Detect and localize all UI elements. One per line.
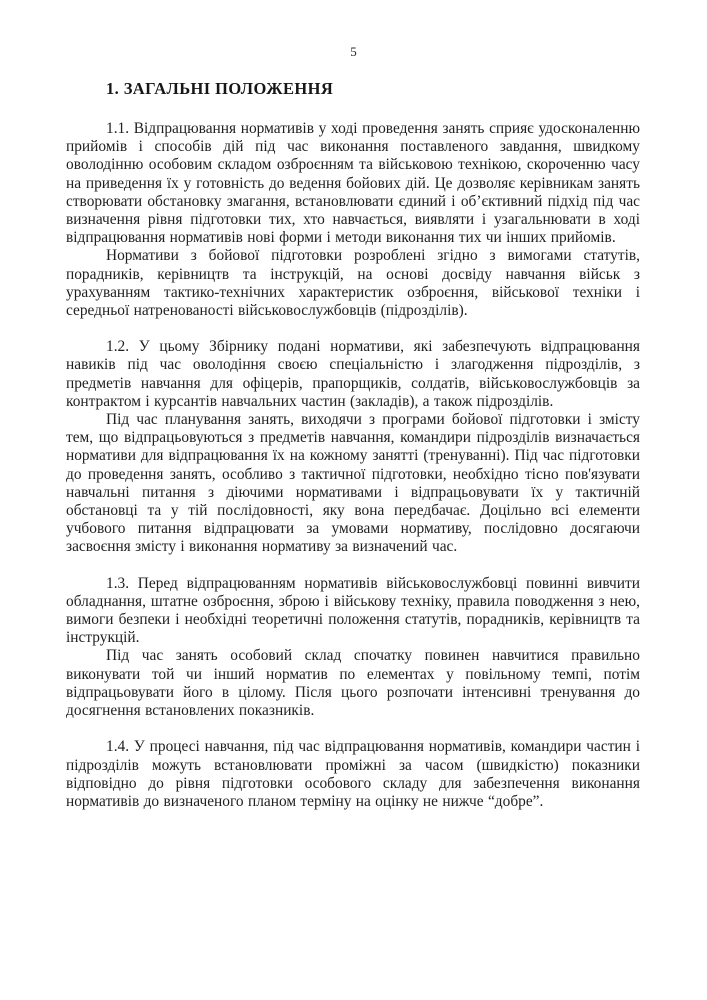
paragraph-1-2-continued: Під час планування занять, виходячи з програми бойової підготовки і змісту тем, що відпрацьовуються з предметів навчання, командири підрозділів визначається нормативи для відпрацювання їх на кожному занятті (тренуванні). Під час підготовки до проведення занять, особливо з тактичної підготовки, необхідно тісно пов'язувати навчальні питання з діючими нормативами і відпрацьовувати їх у тактичній обстановці та у тій послідовності, яку вона передбачає. Доцільно всі елементи учбового питання відпрацювати за умовами нормативу, послідовно досягаючи засвоєння змісту і виконання нормативу за визначений час. — [66, 411, 640, 556]
paragraph-1-4: 1.4. У процесі навчання, під час відпрацювання нормативів, командири частин і підрозділів можуть встановлювати проміжні за часом (швидкістю) показники відповідно до рівня підготовки особового складу для забезпечення виконання нормативів до визначеного планом терміну на оцінку не нижче “добре”. — [66, 738, 640, 810]
paragraph-1-3-continued: Під час занять особовий склад спочатку повинен навчитися правильно виконувати той чи інший норматив по елементах у повільному темпі, потім відпрацьовувати його в цілому. Після цього розпочати інтенсивні тренування до досягнення встановлених показників. — [66, 647, 640, 720]
paragraph-1-1: 1.1. Відпрацювання нормативів у ході проведення занять сприяє удосконаленню прийомів і способів дій під час виконання поставленого завдання, швидкому оволодінню особовим складом озброєнням та військовою технікою, скороченню часу на приведення їх у готовність до ведення бойових дій. Це дозволяє керівникам занять створювати обстановку змагання, встановлювати єдиний і об’єктивний підхід під час визначення рівня підготовки тих, хто навчається, виявляти і узагальнювати в ході відпрацювання нормативів нові форми і методи виконання тих чи інших прийомів. — [66, 120, 640, 247]
section-heading: 1. ЗАГАЛЬНІ ПОЛОЖЕННЯ — [106, 79, 334, 98]
document-content — [66, 79, 640, 811]
paragraph-1-1-continued: Нормативи з бойової підготовки розроблені згідно з вимогами статутів, порадників, керівництв та інструкцій, на основі досвіду навчання військ з урахуванням тактико-технічних характеристик озброєння, військової техніки і середньої натренованості військовослужбовців (підрозділів). — [66, 247, 640, 320]
page-number: 5 — [350, 44, 357, 59]
paragraph-1-2: 1.2. У цьому Збірнику подані нормативи, які забезпечують відпрацювання навиків під час оволодіння своєю спеціальністю і злагодження підрозділів, з предметів навчання для офіцерів, прапорщиків, солдатів, військовослужбовців за контрактом і курсантів навчальних частин (закладів), а також підрозділів. — [66, 338, 640, 410]
paragraph-1-3: 1.3. Перед відпрацюванням нормативів військовослужбовці повинні вивчити обладнання, штатне озброєння, зброю і військову техніку, правила поводження з нею, вимоги безпеки і необхідні теоретичні положення статутів, порадників, керівництв та інструкцій. — [66, 574, 640, 647]
